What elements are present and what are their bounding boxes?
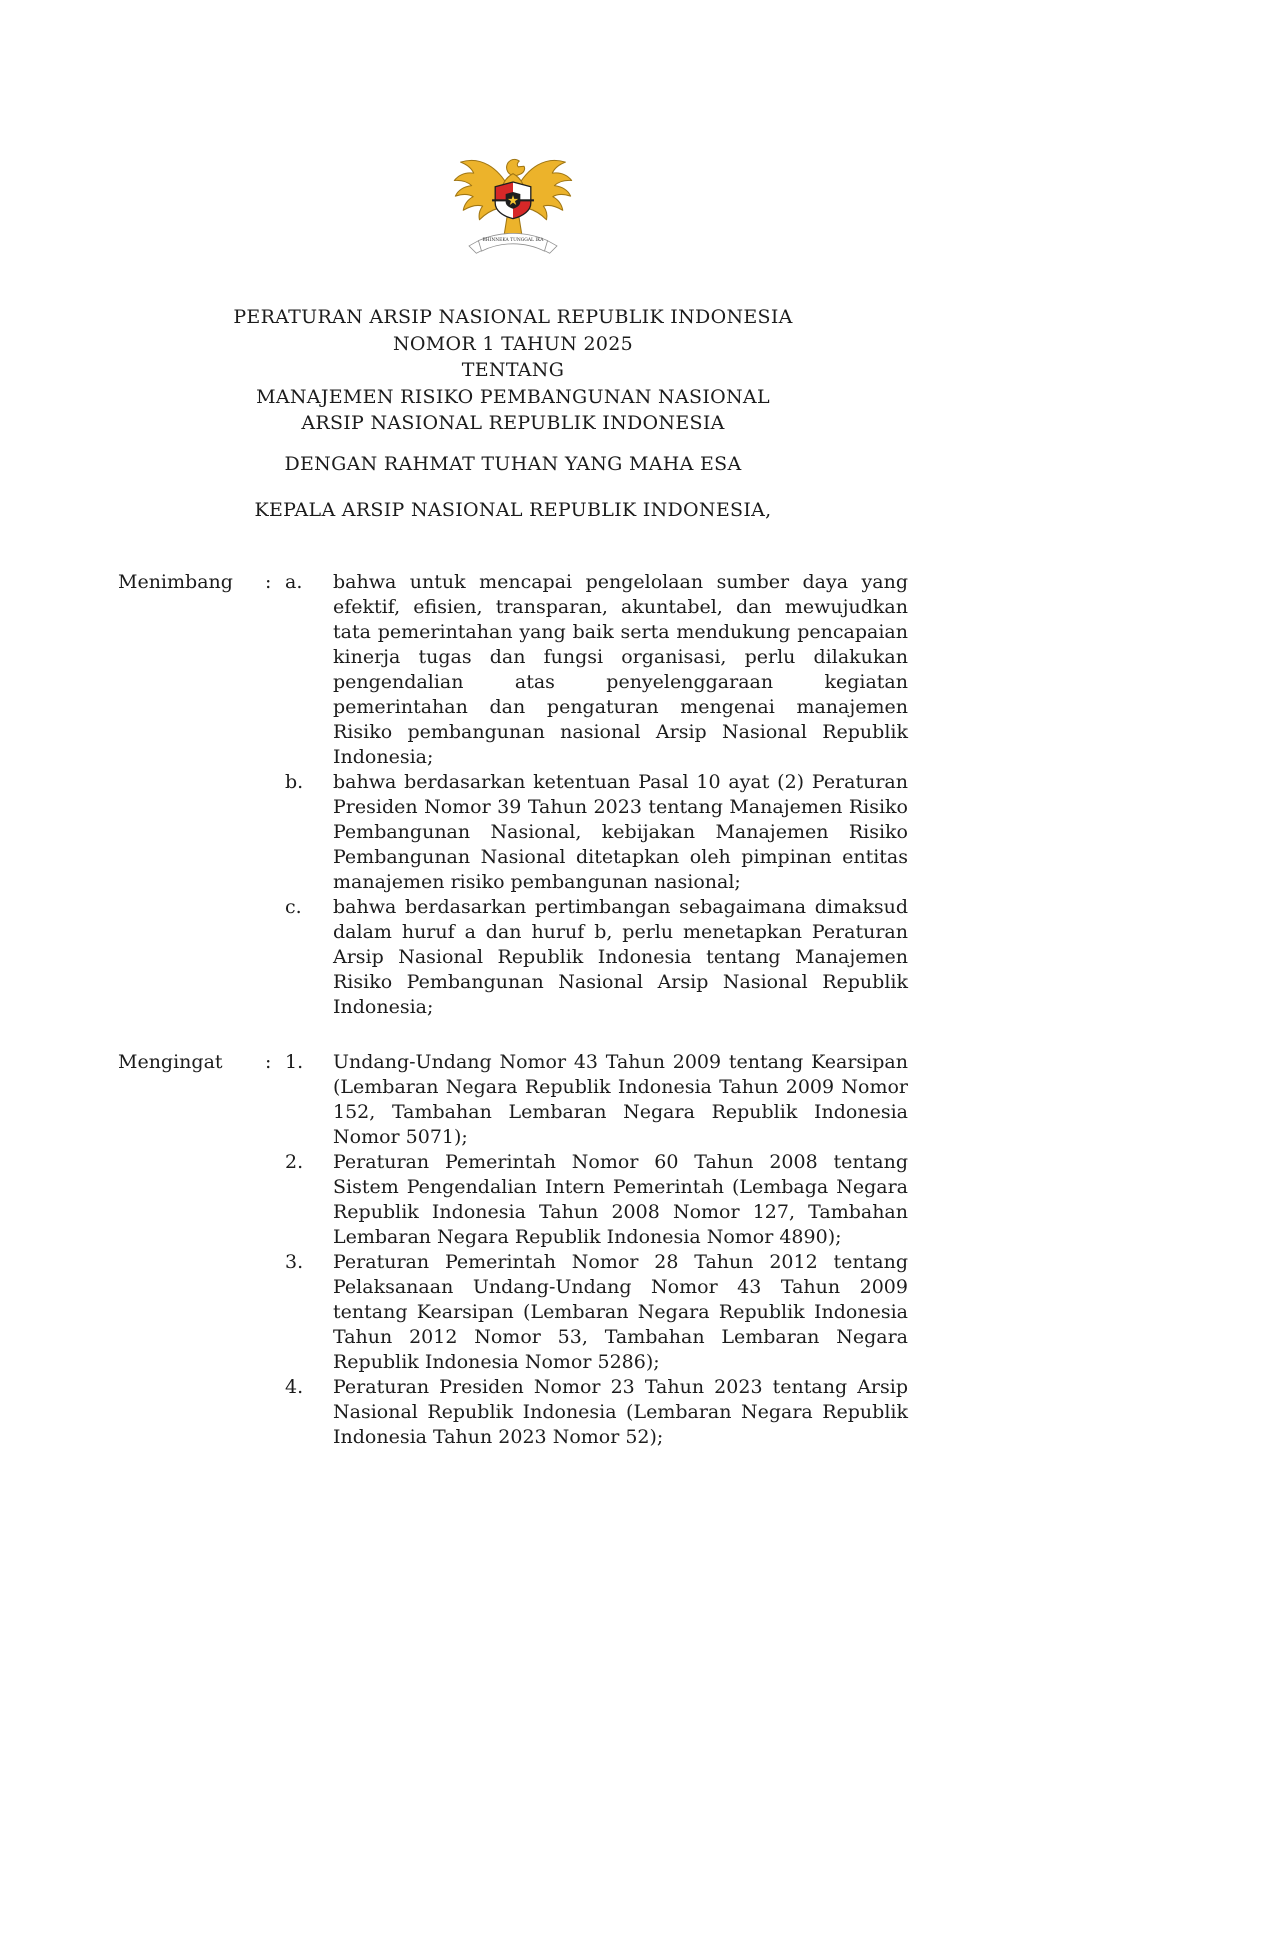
emblem-motto-text: BHINNEKA TUNGGAL IKA [482, 238, 544, 244]
section-label-menimbang: Menimbang [118, 570, 233, 593]
list-item [285, 570, 908, 770]
section-colon: : [265, 570, 272, 593]
item-marker: 4. [285, 1375, 304, 1398]
item-text: Peraturan Pemerintah Nomor 60 Tahun 2008 tentang Sistem Pengendalian Intern Pemerintah (Lembaga Negara Republik Indonesia Tahun 2008 Nomor 127, Tambahan Lembaran Negara Republik Indonesia Nomor 4890); [333, 1150, 908, 1248]
section-menimbang [118, 570, 908, 1020]
item-marker: 3. [285, 1250, 304, 1273]
list-item [285, 1050, 908, 1150]
menimbang-items [285, 570, 908, 1020]
item-marker: b. [285, 770, 304, 793]
item-text: bahwa untuk mencapai pengelolaan sumber daya yang efektif, efisien, transparan, akuntabel, dan mewujudkan tata pemerintahan yang baik serta mendukung pencapaian kinerja tugas dan fungsi organisasi, perlu dilakukan pengendalian atas penyelenggaraan kegiatan pemerintahan dan pengaturan mengenai manajemen Risiko pembangunan nasional Arsip Nasional Republik Indonesia; [333, 570, 908, 768]
motto-ribbon [469, 233, 557, 253]
document-title-line-4: MANAJEMEN RISIKO PEMBANGUNAN NASIONAL [256, 385, 770, 408]
list-item [285, 770, 908, 895]
emblem-container [118, 138, 908, 274]
item-marker: 1. [285, 1050, 304, 1073]
list-item [285, 895, 908, 1020]
section-label-mengingat: Mengingat [118, 1050, 223, 1073]
document-title-line-2: NOMOR 1 TAHUN 2025 [392, 332, 634, 355]
document-title-line-1: PERATURAN ARSIP NASIONAL REPUBLIK INDONESIA [233, 306, 793, 328]
item-marker: c. [285, 895, 302, 918]
item-text: Undang-Undang Nomor 43 Tahun 2009 tentang Kearsipan (Lembaran Negara Republik Indonesia Tahun 2009 Nomor 152, Tambahan Lembaran Negara Republik Indonesia Nomor 5071); [333, 1050, 908, 1148]
title-block [118, 304, 908, 524]
document-title-line-5: ARSIP NASIONAL REPUBLIK INDONESIA [301, 412, 725, 434]
invocation-line: DENGAN RAHMAT TUHAN YANG MAHA ESA [284, 452, 742, 475]
document-title-line-3: TENTANG [461, 359, 565, 381]
item-text: Peraturan Pemerintah Nomor 28 Tahun 2012 tentang Pelaksanaan Undang-Undang Nomor 43 Tahun 2009 tentang Kearsipan (Lembaran Negara Republik Indonesia Tahun 2012 Nomor 53, Tambahan Lembaran Negara Republik Indonesia Nomor 5286); [333, 1250, 908, 1373]
item-text: bahwa berdasarkan pertimbangan sebagaimana dimaksud dalam huruf a dan huruf b, perlu menetapkan Peraturan Arsip Nasional Republik Indonesia tentang Manajemen Risiko Pembangunan Nasional Arsip Nasional Republik Indonesia; [333, 895, 908, 1018]
item-text: Peraturan Presiden Nomor 23 Tahun 2023 tentang Arsip Nasional Republik Indonesia (Lembaran Negara Republik Indonesia Tahun 2023 Nomor 52); [333, 1375, 908, 1448]
section-mengingat [118, 1050, 908, 1450]
mengingat-items [285, 1050, 908, 1450]
section-colon: : [265, 1050, 272, 1073]
list-item [285, 1150, 908, 1250]
list-item [285, 1250, 908, 1375]
item-text: bahwa berdasarkan ketentuan Pasal 10 ayat (2) Peraturan Presiden Nomor 39 Tahun 2023 tentang Manajemen Risiko Pembangunan Nasional, kebijakan Manajemen Risiko Pembangunan Nasional ditetapkan oleh pimpinan entitas manajemen risiko pembangunan nasional; [333, 770, 908, 893]
preamble-sections [118, 570, 908, 1450]
item-marker: 2. [285, 1150, 304, 1173]
item-marker: a. [285, 570, 303, 593]
issuer-line: KEPALA ARSIP NASIONAL REPUBLIK INDONESIA, [254, 499, 772, 521]
list-item [285, 1375, 908, 1450]
garuda-pancasila-emblem [450, 138, 576, 270]
eagle-head-shape [507, 159, 525, 175]
document-page [118, 0, 908, 1450]
